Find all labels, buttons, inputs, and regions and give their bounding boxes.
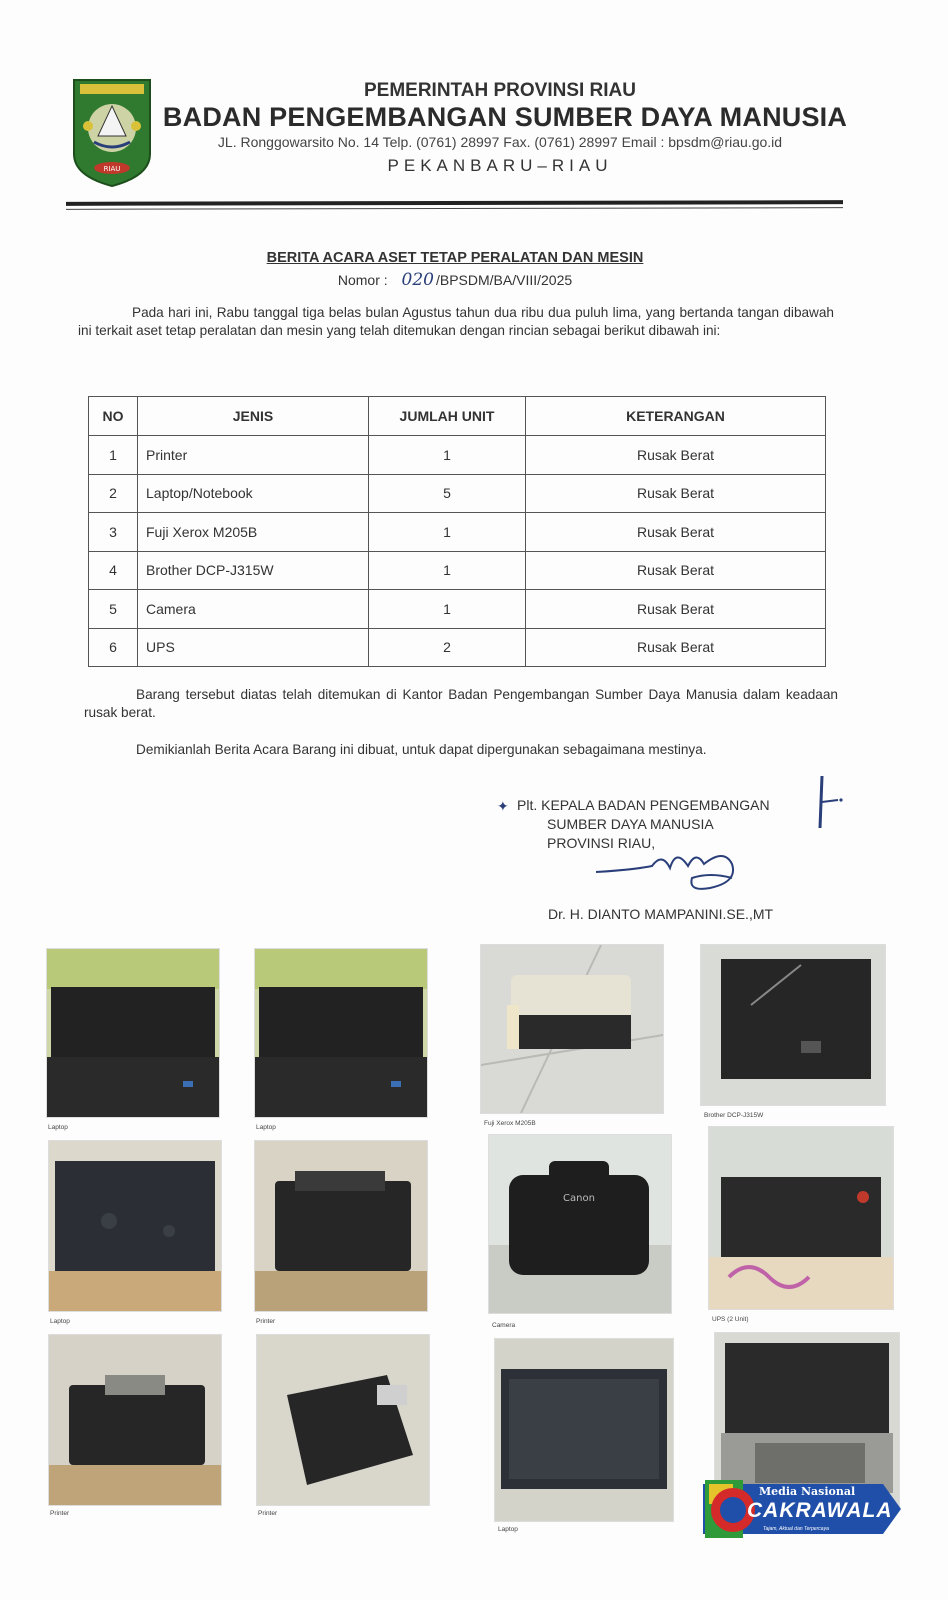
closing-paragraph: Barang tersebut diatas telah ditemukan di Kantor Badan Pengembangan Sumber Daya Manusia dalam keadaan rusak berat.: [84, 687, 838, 720]
photo-printer-2: [48, 1334, 222, 1506]
handwritten-signature: [592, 842, 742, 894]
signature-title-line1: Plt. KEPALA BADAN PENGEMBANGAN: [517, 797, 770, 813]
header-no: NO: [89, 397, 138, 436]
media-cakrawala-badge: [703, 1478, 903, 1540]
photo-ups: [708, 1126, 894, 1310]
asset-table: [88, 396, 826, 667]
cell-keterangan: Rusak Berat: [526, 551, 826, 590]
cell-no: 3: [89, 513, 138, 552]
logo-text: RIAU: [103, 165, 121, 173]
cell-jumlah: 5: [369, 474, 526, 513]
cell-jenis: UPS: [138, 628, 369, 667]
caption-ups: UPS (2 Unit): [712, 1316, 749, 1323]
cell-jenis: Camera: [138, 590, 369, 629]
opening-paragraph: Pada hari ini, Rabu tanggal tiga belas bulan Agustus tahun dua ribu dua puluh lima, yang bertanda tangan dibawah ini terkait aset tetap peralatan dan mesin yang telah ditemukan dengan rincian sebagai berikut dibawah ini:: [78, 305, 834, 338]
cell-keterangan: Rusak Berat: [526, 436, 826, 475]
svg-text:Canon: Canon: [563, 1193, 595, 1204]
badge-tagline: Tajam, Aktual dan Terpercaya: [763, 1526, 829, 1532]
table-header-row: [89, 397, 826, 436]
caption-printer-2: Printer: [50, 1510, 70, 1517]
photo-laptop-4: [494, 1338, 674, 1522]
letterhead-divider-thin: [66, 207, 843, 210]
cell-no: 2: [89, 474, 138, 513]
photo-printer-1: [254, 1140, 428, 1312]
cell-no: 6: [89, 628, 138, 667]
photo-fuji-xerox: [480, 944, 664, 1114]
photo-laptop-2: [254, 948, 428, 1118]
cell-jumlah: 1: [369, 436, 526, 475]
caption-brother: Brother DCP-J315W: [704, 1112, 764, 1119]
table-row: [89, 436, 826, 475]
cell-jenis: Brother DCP-J315W: [138, 551, 369, 590]
cell-no: 5: [89, 590, 138, 629]
letterhead-agency: BADAN PENGEMBANGAN SUMBER DAYA MANUSIA: [162, 102, 848, 132]
document-title: BERITA ACARA ASET TETAP PERALATAN DAN MESIN: [266, 250, 644, 266]
nomor-label: Nomor :: [337, 272, 388, 288]
cell-keterangan: Rusak Berat: [526, 628, 826, 667]
cell-jenis: Fuji Xerox M205B: [138, 513, 369, 552]
badge-line1: Media Nasional: [759, 1485, 856, 1498]
caption-laptop-2: Laptop: [256, 1124, 276, 1131]
pen-mark: ✦: [497, 798, 509, 814]
table-row: [89, 628, 826, 667]
photo-printer-3: [256, 1334, 430, 1506]
cell-no: 1: [89, 436, 138, 475]
letterhead-government: PEMERINTAH PROVINSI RIAU: [363, 80, 636, 101]
caption-laptop-1: Laptop: [48, 1124, 68, 1131]
header-keterangan: KETERANGAN: [526, 397, 826, 436]
signatory-name: Dr. H. DIANTO MAMPANINI.SE.,MT: [548, 906, 774, 922]
caption-camera: Camera: [492, 1322, 516, 1329]
badge-brand: CAKRAWALA: [747, 1499, 893, 1522]
table-row: [89, 474, 826, 513]
photo-laptop-1: [46, 948, 220, 1118]
pen-tick-mark: [808, 772, 844, 832]
caption-laptop-4: Laptop: [498, 1526, 518, 1533]
photo-camera: [488, 1134, 672, 1314]
letterhead-city: PEKANBARU–RIAU: [387, 156, 613, 175]
document-number: [150, 270, 760, 290]
cell-jumlah: 2: [369, 628, 526, 667]
cell-keterangan: Rusak Berat: [526, 590, 826, 629]
cell-no: 4: [89, 551, 138, 590]
table-row: [89, 590, 826, 629]
header-jumlah: JUMLAH UNIT: [369, 397, 526, 436]
cell-jumlah: 1: [369, 513, 526, 552]
cell-jenis: Printer: [138, 436, 369, 475]
letterhead-address: JL. Ronggowarsito No. 14 Telp. (0761) 28997 Fax. (0761) 28997 Email : bpsdm@riau.go.id: [217, 134, 783, 150]
riau-emblem-logo: [70, 76, 154, 188]
letterhead-divider: [66, 200, 843, 206]
nomor-handwritten: 020: [401, 270, 434, 290]
caption-printer-3: Printer: [258, 1510, 278, 1517]
final-paragraph: Demikianlah Berita Acara Barang ini dibuat, untuk dapat dipergunakan sebagaimana mestinya.: [136, 742, 707, 757]
photo-brother: [700, 944, 886, 1106]
signature-title-line3: PROVINSI RIAU,: [547, 835, 656, 851]
caption-laptop-3: Laptop: [50, 1318, 70, 1325]
table-row: [89, 551, 826, 590]
caption-printer-1: Printer: [256, 1318, 276, 1325]
nomor-suffix: /BPSDM/BA/VIII/2025: [435, 272, 573, 288]
header-jenis: JENIS: [138, 397, 369, 436]
table-row: [89, 513, 826, 552]
cell-jumlah: 1: [369, 590, 526, 629]
photo-laptop-3: [48, 1140, 222, 1312]
caption-fuji-xerox: Fuji Xerox M205B: [484, 1120, 536, 1127]
cell-keterangan: Rusak Berat: [526, 513, 826, 552]
signature-title-line2: SUMBER DAYA MANUSIA: [547, 816, 714, 832]
cell-jumlah: 1: [369, 551, 526, 590]
cell-keterangan: Rusak Berat: [526, 474, 826, 513]
cell-jenis: Laptop/Notebook: [138, 474, 369, 513]
